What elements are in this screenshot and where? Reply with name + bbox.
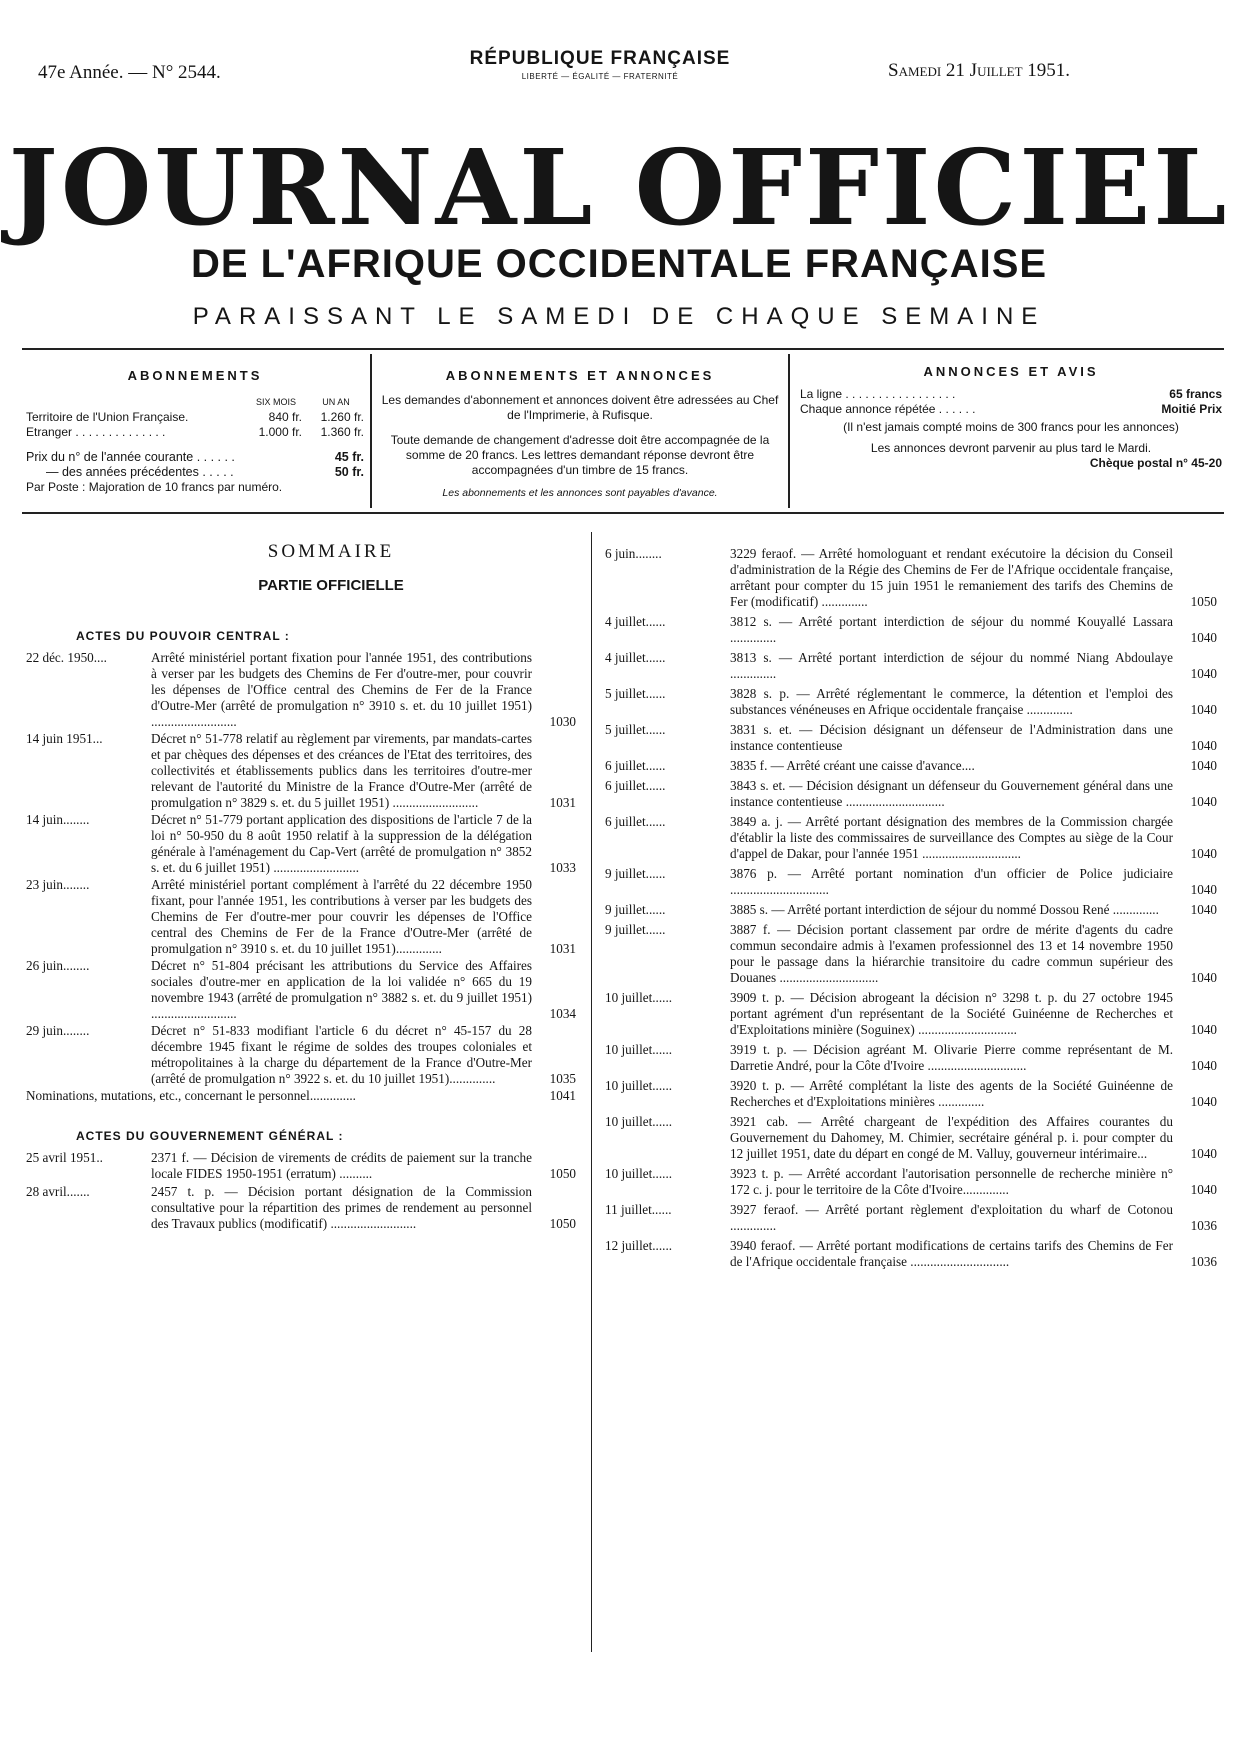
entry-text: 3876 p. — Arrêté portant nomination d'un officier de Police judiciaire .............................. bbox=[730, 866, 1173, 897]
entry-date: 6 juillet...... bbox=[605, 758, 666, 773]
entry-page: 1040 bbox=[1190, 970, 1217, 985]
entry-page: 1040 bbox=[1190, 794, 1217, 809]
entry-page: 1040 bbox=[1190, 666, 1217, 681]
tarif-repetee: Chaque annonce répétée . . . . . . Moitié Prix bbox=[800, 402, 1222, 416]
entry-text: 3229 feraof. — Arrêté homologuant et rendant exécutoire la décision du Conseil d'administration de la Régie des Chemins de Fer de l'Afrique occidentale française, arrêtant pour compter du 15 juin 1951 le remaniement des tarifs des Chemins de Fer (modificatif) .............. bbox=[730, 546, 1173, 609]
left-entries bbox=[26, 650, 576, 1087]
avis-heading: ANNONCES ET AVIS bbox=[923, 364, 1099, 379]
entry-text: Décret n° 51-779 portant application des dispositions de l'article 7 de la loi n° 50-950 du 8 août 1950 relatif à la suppression de la délégation générale à l'aménagement du Cap-Vert (arrêté de promulgation n° 3852 s. et. du 6 juillet 1951) .......................... bbox=[151, 812, 532, 875]
entry-page: 1040 bbox=[1190, 738, 1217, 753]
abonnements-box bbox=[26, 358, 364, 508]
sommaire-entry bbox=[26, 877, 576, 957]
entry-page: 1034 bbox=[549, 1006, 576, 1021]
prix-annee-courante: Prix du n° de l'année courante . . . . . . 45 fr. bbox=[26, 450, 364, 464]
entry-text: Décret n° 51-804 précisant les attributions du Service des Affaires sociales d'outre-mer en application de la loi validée n° 665 du 19 novembre 1943 (arrêté de promulgation n° 3882 s. et. du 9 juillet 1951) .......................... bbox=[151, 958, 532, 1021]
entry-date: 10 juillet...... bbox=[605, 1078, 673, 1093]
tarif-row: Etranger . . . . . . . . . . . . . . 1.000 fr. 1.360 fr. bbox=[26, 425, 364, 439]
entry-date: 6 juin........ bbox=[605, 546, 662, 561]
entry-date: 10 juillet...... bbox=[605, 1042, 673, 1057]
tarif-ligne: La ligne . . . . . . . . . . . . . . . . . 65 francs bbox=[800, 387, 1222, 401]
annonces-heading: ABONNEMENTS ET ANNONCES bbox=[445, 368, 715, 383]
entry-page: 1036 bbox=[1190, 1254, 1217, 1269]
bottom-rule bbox=[22, 512, 1224, 514]
entry-date: 9 juillet...... bbox=[605, 866, 666, 881]
sommaire-entry bbox=[26, 1184, 576, 1232]
annonces-box bbox=[380, 358, 780, 508]
entry-text: 3919 t. p. — Décision agréant M. Olivarie Pierre comme représentant de M. Darretie André, pour la Côte d'Ivoire .............................. bbox=[730, 1042, 1173, 1073]
sommaire-entry bbox=[605, 614, 1217, 646]
entry-text: 3940 feraof. — Arrêté portant modifications de certains tarifs des Chemins de Fer de l'Afrique occidentale française .............................. bbox=[730, 1238, 1173, 1269]
issue-date: Samedi 21 Juillet 1951. bbox=[888, 60, 1071, 81]
entry-date: 14 juin........ bbox=[26, 812, 90, 827]
issue-number: 47e Année. — N° 2544. bbox=[38, 62, 221, 83]
journal-tagline: PARAISSANT LE SAMEDI DE CHAQUE SEMAINE bbox=[192, 303, 1046, 330]
sommaire-entry bbox=[605, 902, 1217, 918]
entry-date: 26 juin........ bbox=[26, 958, 90, 973]
annonces-text-1: Les demandes d'abonnement et annonces doivent être adressées au Chef de l'Imprimerie, à Rufisque. bbox=[381, 393, 779, 422]
sommaire-entry bbox=[26, 812, 576, 876]
entry-page: 1040 bbox=[1190, 882, 1217, 897]
journal-title: JOURNAL OFFICIEL bbox=[8, 126, 1230, 249]
entry-page: 1035 bbox=[549, 1071, 576, 1086]
entry-date: 9 juillet...... bbox=[605, 902, 666, 917]
entry-text: 3887 f. — Décision portant classement par ordre de mérite d'agents du cadre commun secondaire admis à l'examen professionnel des 13 et 14 novembre 1950 pour le passage dans la hiérarchie transitoire du cadre commun supérieur des Douanes .............................. bbox=[730, 922, 1173, 985]
sommaire-entry bbox=[26, 1023, 576, 1087]
annonces-text-2: Toute demande de changement d'adresse doit être accompagnée de la somme de 20 francs. Les lettres demandant réponse devront être accompagnées d'un timbre de 15 francs. bbox=[390, 433, 770, 477]
col-un-an: UN AN bbox=[322, 397, 350, 407]
entry-text: 3923 t. p. — Arrêté accordant l'autorisation personnelle de recherche minière n° 172 c. j. pour le territoire de la Côte d'Ivoire.............. bbox=[730, 1166, 1173, 1197]
col-six-mois: SIX MOIS bbox=[255, 397, 296, 407]
entry-date: 25 avril 1951.. bbox=[26, 1150, 103, 1165]
entry-page: 1040 bbox=[1190, 1058, 1217, 1073]
sommaire-entry bbox=[605, 1202, 1217, 1234]
entry-date: 12 juillet...... bbox=[605, 1238, 673, 1253]
annonces-text-3: Les abonnements et les annonces sont payables d'avance. bbox=[442, 487, 718, 499]
entry-page: 1031 bbox=[549, 941, 576, 956]
partie-officielle: PARTIE OFFICIELLE bbox=[258, 577, 404, 594]
avis-box bbox=[800, 358, 1222, 508]
entry-page: 1040 bbox=[1190, 1182, 1217, 1197]
entry-page: 1033 bbox=[549, 860, 576, 875]
sommaire-entry bbox=[605, 990, 1217, 1038]
entry-page: 1040 bbox=[1190, 630, 1217, 645]
sommaire-entry bbox=[605, 814, 1217, 862]
column-divider bbox=[591, 532, 592, 1652]
box-divider-1 bbox=[370, 354, 372, 508]
entry-text: 3812 s. — Arrêté portant interdiction de séjour du nommé Kouyallé Lassara .............. bbox=[730, 614, 1173, 645]
sommaire-entry bbox=[605, 866, 1217, 898]
entry-date: 22 déc. 1950.... bbox=[26, 650, 107, 665]
entry-date: 5 juillet...... bbox=[605, 686, 666, 701]
box-divider-2 bbox=[788, 354, 790, 508]
sommaire-entry bbox=[26, 650, 576, 730]
avis-delai: Les annonces devront parvenir au plus tard le Mardi. bbox=[870, 441, 1152, 455]
entry-text: 3813 s. — Arrêté portant interdiction de séjour du nommé Niang Abdoulaye .............. bbox=[730, 650, 1173, 681]
right-entries bbox=[605, 546, 1217, 1270]
entry-page: 1050 bbox=[1190, 594, 1217, 609]
entry-text: 3843 s. et. — Décision désignant un défenseur du Gouvernement général dans une instance contentieuse .............................. bbox=[730, 778, 1173, 809]
left-entries-2 bbox=[26, 1150, 576, 1232]
entry-text: 3921 cab. — Arrêté chargeant de l'expédition des Affaires courantes du Gouvernement du Dahomey, M. Chimier, secrétaire général p. i. pour compter du 12 juillet 1951, date du départ en congé de M. Valluy, gouverneur intérimaire... bbox=[730, 1114, 1173, 1161]
entry-page: 1031 bbox=[549, 795, 576, 810]
entry-text: 3909 t. p. — Décision abrogeant la décision n° 3298 t. p. du 27 octobre 1945 portant agrément d'un représentant de la Société Guinéenne de Recherches et d'Exploitations minière (Soguinex) .............................. bbox=[730, 990, 1173, 1037]
cheque-postal: Chèque postal n° 45-20 bbox=[1089, 456, 1222, 470]
sommaire-entry bbox=[605, 1042, 1217, 1074]
entry-text: 3885 s. — Arrêté portant interdiction de séjour du nommé Dossou René .............. bbox=[730, 902, 1159, 917]
entry-date: 14 juin 1951... bbox=[26, 731, 103, 746]
sommaire-entry bbox=[605, 922, 1217, 986]
sommaire-entry bbox=[26, 1150, 576, 1182]
entry-date: 4 juillet...... bbox=[605, 650, 666, 665]
entry-date: 28 avril....... bbox=[26, 1184, 90, 1199]
avis-note: (Il n'est jamais compté moins de 300 francs pour les annonces) bbox=[843, 420, 1179, 434]
abonnements-heading: ABONNEMENTS bbox=[127, 368, 263, 383]
entry-page: 1040 bbox=[1190, 902, 1217, 917]
entry-date: 10 juillet...... bbox=[605, 1166, 673, 1181]
prix-annees-precedentes: — des années précédentes . . . . . 50 fr. bbox=[46, 465, 364, 479]
entry-text: Décret n° 51-778 relatif au règlement par virements, par mandats-cartes et par chèques des dépenses et des créances de l'Etat des territoires, des collectivités et établissements publics dans les territoires d'outre-mer relevant de l'autorité du Ministre de la France d'Outre-Mer (arrêté de promulgation n° 3829 s. et. du 5 juillet 1951) .......................... bbox=[151, 731, 532, 810]
sommaire-entry bbox=[605, 546, 1217, 610]
sommaire-entry bbox=[26, 731, 576, 811]
entry-text: 3831 s. et. — Décision désignant un défenseur de l'Administration dans une instance contentieuse bbox=[730, 722, 1173, 753]
poste-note: Par Poste : Majoration de 10 francs par numéro. bbox=[26, 480, 283, 494]
journal-subtitle: DE L'AFRIQUE OCCIDENTALE FRANÇAISE bbox=[190, 242, 1048, 286]
entry-date: 9 juillet...... bbox=[605, 922, 666, 937]
entry-text: 3828 s. p. — Arrêté réglementant le commerce, la détention et l'emploi des substances vénéneuses en Afrique occidentale française .............. bbox=[730, 686, 1173, 717]
entry-page: 1040 bbox=[1190, 1146, 1217, 1161]
entry-text: 3835 f. — Arrêté créant une caisse d'avance.... bbox=[730, 758, 975, 773]
tarif-row: Territoire de l'Union Française. 840 fr. 1.260 fr. bbox=[26, 410, 364, 424]
entry-date: 29 juin........ bbox=[26, 1023, 90, 1038]
sommaire-entry bbox=[605, 1114, 1217, 1162]
sommaire-entry bbox=[605, 650, 1217, 682]
entry-text: Arrêté ministériel portant fixation pour l'année 1951, des contributions à verser par les budgets des Chemins de Fer d'outre-mer, pour couvrir les dépenses de l'Office central des Chemins de Fer de la France d'Outre-Mer (arrêté de promulgation n° 3910 s. et. du 10 juillet 1951) .......................... bbox=[151, 650, 532, 729]
section-gouvernement-general: ACTES DU GOUVERNEMENT GÉNÉRAL : bbox=[76, 1129, 344, 1143]
entry-date: 10 juillet...... bbox=[605, 990, 673, 1005]
entry-text: 2371 f. — Décision de virements de crédits de paiement sur la tranche locale FIDES 1950-1951 (erratum) .......... bbox=[151, 1150, 532, 1181]
sommaire-entry bbox=[605, 758, 1217, 774]
sommaire-entry bbox=[605, 778, 1217, 810]
entry-text: 3920 t. p. — Arrêté complétant la liste des agents de la Société Guinéenne de Recherches et d'Exploitations minières .............. bbox=[730, 1078, 1173, 1109]
top-rule bbox=[22, 348, 1224, 350]
entry-text: 2457 t. p. — Décision portant désignation de la Commission consultative pour la répartition des primes de rendement au personnel des Travaux publics (modificatif) .......................... bbox=[151, 1184, 532, 1231]
entry-date: 6 juillet...... bbox=[605, 814, 666, 829]
entry-page: 1040 bbox=[1190, 702, 1217, 717]
sommaire-right-column bbox=[605, 546, 1217, 1274]
entry-date: 23 juin........ bbox=[26, 877, 90, 892]
entry-date: 4 juillet...... bbox=[605, 614, 666, 629]
sommaire-entry bbox=[605, 1238, 1217, 1270]
entry-page: 1040 bbox=[1190, 846, 1217, 861]
entry-page: 1036 bbox=[1190, 1218, 1217, 1233]
entry-text: Décret n° 51-833 modifiant l'article 6 du décret n° 45-157 du 28 décembre 1945 fixant le régime de soldes des troupes coloniales et métropolitaines à la charge du département de la France d'Outre-Mer (arrêté de promulgation n° 3922 s. et. du 10 juillet 1951).............. bbox=[151, 1023, 532, 1086]
entry-page: 1040 bbox=[1190, 1094, 1217, 1109]
sommaire-entry bbox=[26, 958, 576, 1022]
entry-text: 3849 a. j. — Arrêté portant désignation des membres de la Commission chargée d'établir la liste des commissaires de surveillance des Comptes au siège de la Cour d'appel de Dakar, pour l'année 1951 .............................. bbox=[730, 814, 1173, 861]
entry-page: 1040 bbox=[1190, 758, 1217, 773]
republic-label: RÉPUBLIQUE FRANÇAISE bbox=[469, 48, 731, 69]
entry-text: 3927 feraof. — Arrêté portant règlement d'exploitation du wharf de Cotonou .............. bbox=[730, 1202, 1173, 1233]
entry-date: 5 juillet...... bbox=[605, 722, 666, 737]
sommaire-title: SOMMAIRE bbox=[267, 541, 395, 562]
sommaire-entry bbox=[605, 1078, 1217, 1110]
entry-date: 10 juillet...... bbox=[605, 1114, 673, 1129]
entry-page: 1030 bbox=[549, 714, 576, 729]
sommaire-entry bbox=[605, 722, 1217, 754]
motto: LIBERTÉ — ÉGALITÉ — FRATERNITÉ bbox=[521, 72, 679, 81]
entry-page: 1040 bbox=[1190, 1022, 1217, 1037]
entry-page: 1050 bbox=[549, 1166, 576, 1181]
entry-date: 6 juillet...... bbox=[605, 778, 666, 793]
section-pouvoir-central: ACTES DU POUVOIR CENTRAL : bbox=[76, 629, 290, 643]
sommaire-left-column bbox=[26, 541, 576, 1234]
nominations-entry: Nominations, mutations, etc., concernant le personnel.............. 1041 bbox=[26, 1088, 576, 1103]
entry-page: 1050 bbox=[549, 1216, 576, 1231]
sommaire-entry bbox=[605, 686, 1217, 718]
entry-date: 11 juillet...... bbox=[605, 1202, 672, 1217]
entry-text: Arrêté ministériel portant complément à l'arrêté du 22 décembre 1950 fixant, pour l'année 1951, les contributions à verser par les budgets des Chemins de Fer d'outre-mer pour couvrir les dépenses de l'Office central des Chemins de Fer de la France d'Outre-Mer (arrêté de promulgation n° 3910 s. et. du 10 juillet 1951).............. bbox=[151, 877, 532, 956]
sommaire-entry bbox=[605, 1166, 1217, 1198]
